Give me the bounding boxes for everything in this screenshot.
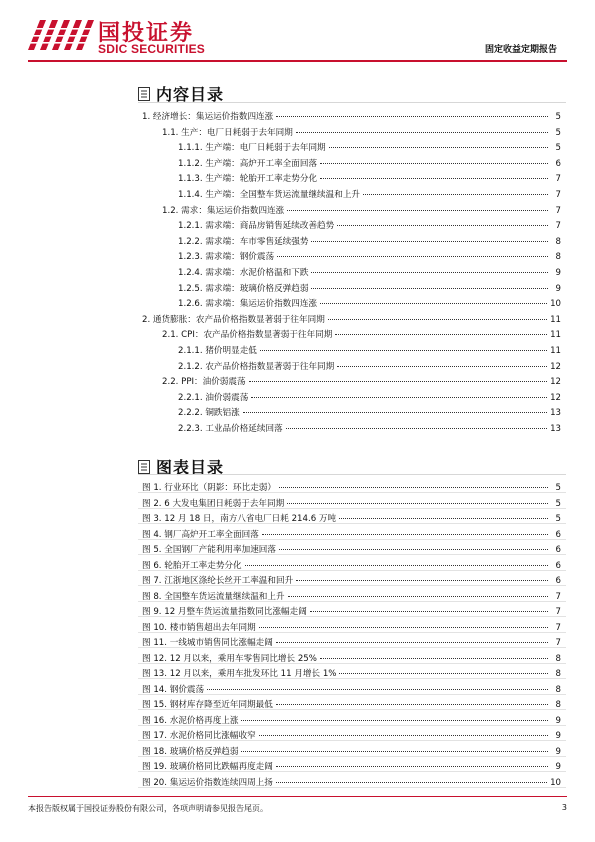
figure-entry-label: 图 16. 水泥价格再度上涨 [142,715,239,726]
figure-entry-page: 8 [555,684,561,695]
figure-entry-page: 7 [555,607,561,617]
figure-entry-page: 9 [555,762,561,772]
dot-leader [207,678,548,690]
toc-entry-page: 5 [555,127,561,138]
dot-leader [243,401,547,413]
dot-leader [329,136,548,148]
dot-leader [287,492,548,504]
dot-leader [249,370,547,382]
toc-entry-label: 1.2.2. 需求端：车市零售延续强势 [178,236,309,247]
figure-entry-label: 图 12. 12 月以来，乘用车零售同比增长 25% [142,653,317,664]
figure-entry-page: 5 [555,514,561,524]
toc-entry-label: 1.1.2. 生产端：高炉开工率全面回落 [178,158,318,169]
figure-entry-label: 图 19. 玻璃价格同比跌幅再度走阔 [142,762,273,772]
toc-entry-label: 2.2.2. 铜跌铝涨 [178,408,240,419]
toc-divider [138,102,566,103]
dot-leader [276,631,548,643]
figure-entry-page: 5 [555,498,561,509]
dot-leader [320,647,548,659]
toc-entry[interactable] [178,419,561,434]
toc-entry-page: 9 [555,283,561,294]
toc-entry-label: 2.1. CPI：农产品价格指数显著弱于往年同期 [162,330,333,341]
figure-entry-label: 图 9. 12 月整车货运流量指数同比涨幅走阔 [142,607,307,617]
figure-entry-page: 7 [555,622,561,633]
sdic-logo-icon [24,16,94,52]
dot-leader [296,121,548,133]
figures-title: 图表目录 [156,458,225,477]
figure-entry-page: 6 [555,529,561,540]
figure-entry[interactable] [142,773,561,788]
toc-entry-page: 5 [555,143,561,154]
dot-leader [296,569,548,581]
page-number: 3 [561,803,567,812]
dot-leader [339,662,548,674]
figure-entry-label: 图 3. 12 月 18 日，南方八省电厂日耗 214.6 万吨 [142,514,337,524]
dot-leader [286,417,547,429]
dot-leader [251,386,547,398]
toc-entry-page: 7 [555,205,561,216]
dot-leader [310,600,548,612]
report-type: 固定收益定期报告 [484,45,557,55]
figure-entry-page: 9 [555,746,561,757]
figure-entry-label: 图 6. 轮胎开工率走势分化 [142,560,242,571]
dot-leader [287,199,548,211]
dot-leader [276,105,548,117]
dot-leader [363,183,548,195]
figure-entry-page: 8 [555,653,561,664]
toc-entry-page: 9 [555,268,561,278]
figure-entry-label: 图 2. 6 大发电集团日耗弱于去年同期 [142,498,285,509]
dot-leader [337,214,548,226]
toc-entry-label: 2.2. PPI：油价弱震荡 [162,377,246,388]
dot-leader [311,230,548,242]
toc-entry-label: 1. 经济增长：集运运价指数四连涨 [142,112,274,122]
page-header [0,0,595,78]
figure-entry-label: 图 20. 集运运价指数连续四周上扬 [142,777,273,788]
copyright-note: 本报告版权属于国投证券股份有限公司，各项声明请参见报告尾页。 [28,804,268,813]
toc-title: 内容目录 [156,85,225,104]
dot-leader [335,323,547,335]
toc-entry-page: 6 [555,158,561,169]
figure-entry-label: 图 13. 12 月以来，乘用车批发环比 11 月增长 1% [142,669,337,679]
figure-entry-label: 图 7. 江浙地区涤纶长丝开工率温和回升 [142,576,294,586]
dot-leader [320,152,548,164]
figure-entry-label: 图 8. 全国整车货运流量继续温和上升 [142,591,285,602]
dot-leader [276,771,547,783]
toc-entry-label: 1.1.4. 生产端：全国整车货运流量继续温和上升 [178,190,361,200]
dot-leader [339,507,548,519]
toc-entry-page: 13 [550,424,561,434]
dot-leader [337,355,547,367]
figure-entry-label: 图 11. 一线城市销售同比涨幅走阔 [142,638,273,648]
toc-entry-page: 13 [550,408,561,419]
figure-row-divider [138,787,566,788]
document-icon [138,87,150,101]
toc-entry-page: 8 [555,236,561,247]
toc-entry-label: 2.2.3. 工业品价格延续回落 [178,424,283,434]
figures-divider [138,474,566,475]
dot-leader [276,693,548,705]
toc-entry-label: 1.2.6. 需求端：集运运价指数四连涨 [178,299,318,310]
toc-entry-label: 1.1.3. 生产端：轮胎开工率走势分化 [178,174,318,185]
dot-leader [279,476,548,488]
figure-entry-label: 图 18. 玻璃价格反弹趋弱 [142,746,239,757]
dot-leader [279,538,548,550]
dot-leader [328,308,547,320]
toc-entry-page: 11 [550,314,561,325]
figure-entry-page: 6 [555,545,561,555]
dot-leader [320,167,548,179]
toc-entry-label: 2.1.1. 猪价明显走低 [178,346,257,356]
figure-entry-label: 图 4. 钢厂高炉开工率全面回落 [142,529,259,540]
toc-entry-page: 7 [555,174,561,185]
dot-leader [276,755,548,767]
toc-entry-label: 1.2.4. 需求端：水泥价格温和下跌 [178,268,309,278]
figure-entry-page: 9 [555,731,561,741]
toc-entry-label: 1.1.1. 生产端：电厂日耗弱于去年同期 [178,143,326,154]
figure-entry-label: 图 1. 行业环比（阴影：环比走弱） [142,483,276,493]
dot-leader [245,554,548,566]
toc-entry-page: 12 [550,392,561,403]
dot-leader [311,261,548,273]
toc-entry-page: 11 [550,346,561,356]
toc-entry-page: 7 [555,221,561,232]
dot-leader [311,277,548,289]
document-icon [138,460,150,474]
toc-entry-label: 1.1. 生产：电厂日耗弱于去年同期 [162,127,293,138]
figure-entry-page: 6 [555,576,561,586]
dot-leader [259,616,548,628]
figure-entry-page: 9 [555,715,561,726]
toc-entry-page: 5 [555,112,561,122]
figure-entry-page: 10 [550,777,561,788]
brand-name-cn: 国投证券 [98,21,195,46]
figure-entry-page: 8 [555,700,561,710]
figure-entry-page: 8 [555,669,561,679]
dot-leader [288,585,548,597]
figure-entry-label: 图 14. 钢价震荡 [142,684,205,695]
dot-leader [241,709,548,721]
toc-entry-label: 1.2.3. 需求端：钢价震荡 [178,252,275,263]
toc-entry-page: 10 [550,299,561,310]
figure-entry-page: 7 [555,638,561,648]
toc-entry-label: 2.2.1. 油价弱震荡 [178,392,249,403]
figure-entry-label: 图 5. 全国钢厂产能利用率加速回落 [142,545,276,555]
dot-leader [320,292,547,304]
toc-entry-label: 2.1.2. 农产品价格指数显著弱于往年同期 [178,361,335,372]
toc-entry-label: 2. 通货膨胀：农产品价格指数显著弱于往年同期 [142,314,325,325]
figure-entry-page: 6 [555,560,561,571]
toc-entry-page: 12 [550,377,561,388]
dot-leader [277,245,548,257]
toc-entry-page: 12 [550,361,561,372]
figure-entry-label: 图 15. 钢材库存降至近年同期最低 [142,700,273,710]
toc-entry-page: 8 [555,252,561,263]
dot-leader [259,724,548,736]
toc-entry-label: 1.2. 需求：集运运价指数四连涨 [162,205,285,216]
toc-entry-page: 7 [555,190,561,200]
dot-leader [241,740,548,752]
dot-leader [260,339,547,351]
figure-entry-label: 图 17. 水泥价格同比涨幅收窄 [142,731,256,741]
header-divider [28,60,567,62]
toc-entry-page: 11 [550,330,561,341]
toc-entry-label: 1.2.5. 需求端：玻璃价格反弹趋弱 [178,283,309,294]
figure-entry-page: 7 [555,591,561,602]
toc-entry-label: 1.2.1. 需求端：商品房销售延续改善趋势 [178,221,335,232]
figure-entry-page: 5 [555,483,561,493]
brand-name-en: SDIC SECURITIES [98,42,206,56]
dot-leader [262,523,548,535]
page-footer [28,796,567,813]
figure-entry-label: 图 10. 楼市销售超出去年同期 [142,622,256,633]
